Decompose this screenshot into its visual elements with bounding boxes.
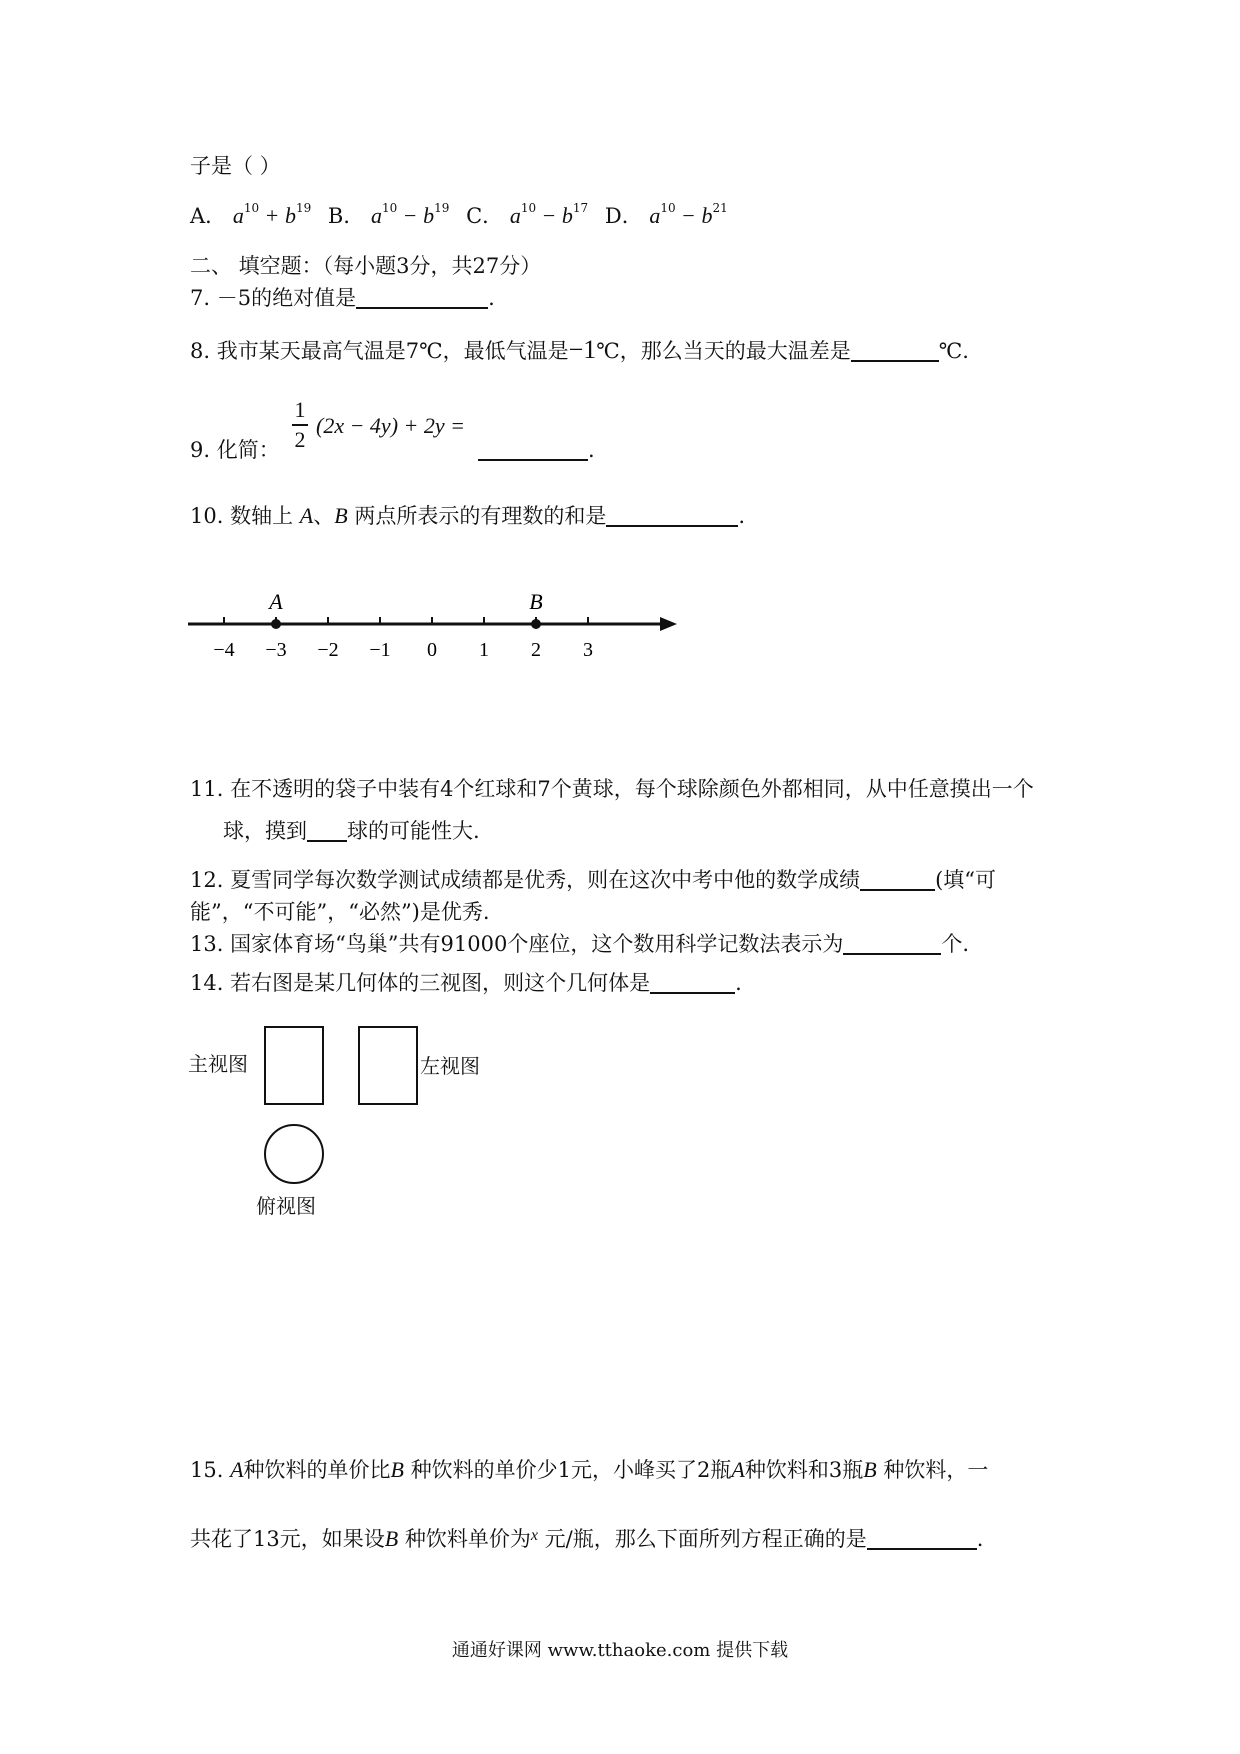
answer-blank[interactable] <box>478 439 588 461</box>
arrow-icon <box>660 617 677 631</box>
fraction-one-half: 1 2 <box>292 397 308 453</box>
question-15-line-2: 共花了13元，如果设B 种饮料单价为$^x$ 元/瓶，那么下面所列方程正确的是 . <box>190 1526 984 1551</box>
question-10: 10. 数轴上 A、B 两点所表示的有理数的和是 . <box>190 503 746 528</box>
question-8: 8. 我市某天最高气温是7℃，最低气温是−1℃，那么当天的最大温差是 ℃. <box>190 335 969 364</box>
number-line-tick-label: 1 <box>479 639 489 661</box>
option-a: A． $a^{10} + b^{19}$ <box>190 201 312 228</box>
question-15-line-1: 15. A种饮料的单价比B 种饮料的单价少1元，小峰买了2瓶A种饮料和3瓶B 种饮料，一 <box>190 1457 989 1482</box>
footer-source: 通通好课网 www.tthaoke.com 提供下载 <box>451 1640 789 1661</box>
question-6-tail: 子是（ ） <box>190 154 281 178</box>
number-line-tick-label: −3 <box>265 639 287 661</box>
top-view-circle <box>264 1124 324 1184</box>
answer-blank[interactable] <box>860 869 935 891</box>
answer-blank[interactable] <box>356 287 488 309</box>
point-a-dot <box>271 619 281 629</box>
question-14: 14. 若右图是某几何体的三视图，则这个几何体是 . <box>190 971 742 995</box>
question-12-line-1: 12. 夏雪同学每次数学测试成绩都是优秀，则在这次中考中他的数学成绩 (填“可 <box>190 868 997 892</box>
point-a-label: A <box>269 589 283 614</box>
left-view-label: 左视图 <box>420 1054 480 1078</box>
number-line-tick-label: 2 <box>531 639 541 661</box>
number-line-tick-label: −1 <box>369 639 391 661</box>
number-line-tick-label: 3 <box>583 639 593 661</box>
answer-blank[interactable] <box>867 1528 977 1550</box>
top-view-label: 俯视图 <box>256 1194 316 1218</box>
answer-blank[interactable] <box>650 972 735 994</box>
question-9-expression: (2x − 4y) + 2y = <box>316 413 465 438</box>
question-9-answer: . <box>478 436 595 464</box>
front-view-label: 主视图 <box>188 1052 248 1076</box>
left-view-rectangle <box>358 1026 418 1105</box>
number-line-tick-label: −2 <box>317 639 339 661</box>
option-c: C． $a^{10} - b^{17}$ <box>466 201 589 228</box>
answer-blank[interactable] <box>307 820 347 842</box>
answer-blank[interactable] <box>843 933 941 955</box>
question-11-line-2: 球，摸到 球的可能性大. <box>223 819 480 843</box>
question-11-line-1: 11. 在不透明的袋子中装有4个红球和7个黄球，每个球除颜色外都相同，从中任意摸出一个 <box>190 777 1034 801</box>
question-6-options <box>190 202 738 230</box>
point-b-label: B <box>529 589 543 614</box>
question-9-label: 9. 化简： <box>190 438 280 462</box>
number-line-tick-label: 0 <box>427 639 437 661</box>
option-d: D． $a^{10} - b^{21}$ <box>604 201 728 228</box>
front-view-rectangle <box>264 1026 324 1105</box>
answer-blank[interactable] <box>606 505 738 527</box>
point-b-dot <box>531 619 541 629</box>
number-line-tick-label: −4 <box>213 639 235 661</box>
section-2-title: 二、 填空题：（每小题3分，共27分） <box>190 254 542 278</box>
option-b: B． $a^{10} - b^{19}$ <box>327 201 450 228</box>
number-line <box>180 575 680 670</box>
question-12-line-2: 能”，“不可能”，“必然”)是优秀. <box>190 900 490 924</box>
answer-blank[interactable] <box>851 340 939 362</box>
question-13: 13. 国家体育场“鸟巢”共有91000个座位，这个数用科学记数法表示为 个. <box>190 932 970 956</box>
question-7: 7. －5的绝对值是 . <box>190 286 495 310</box>
